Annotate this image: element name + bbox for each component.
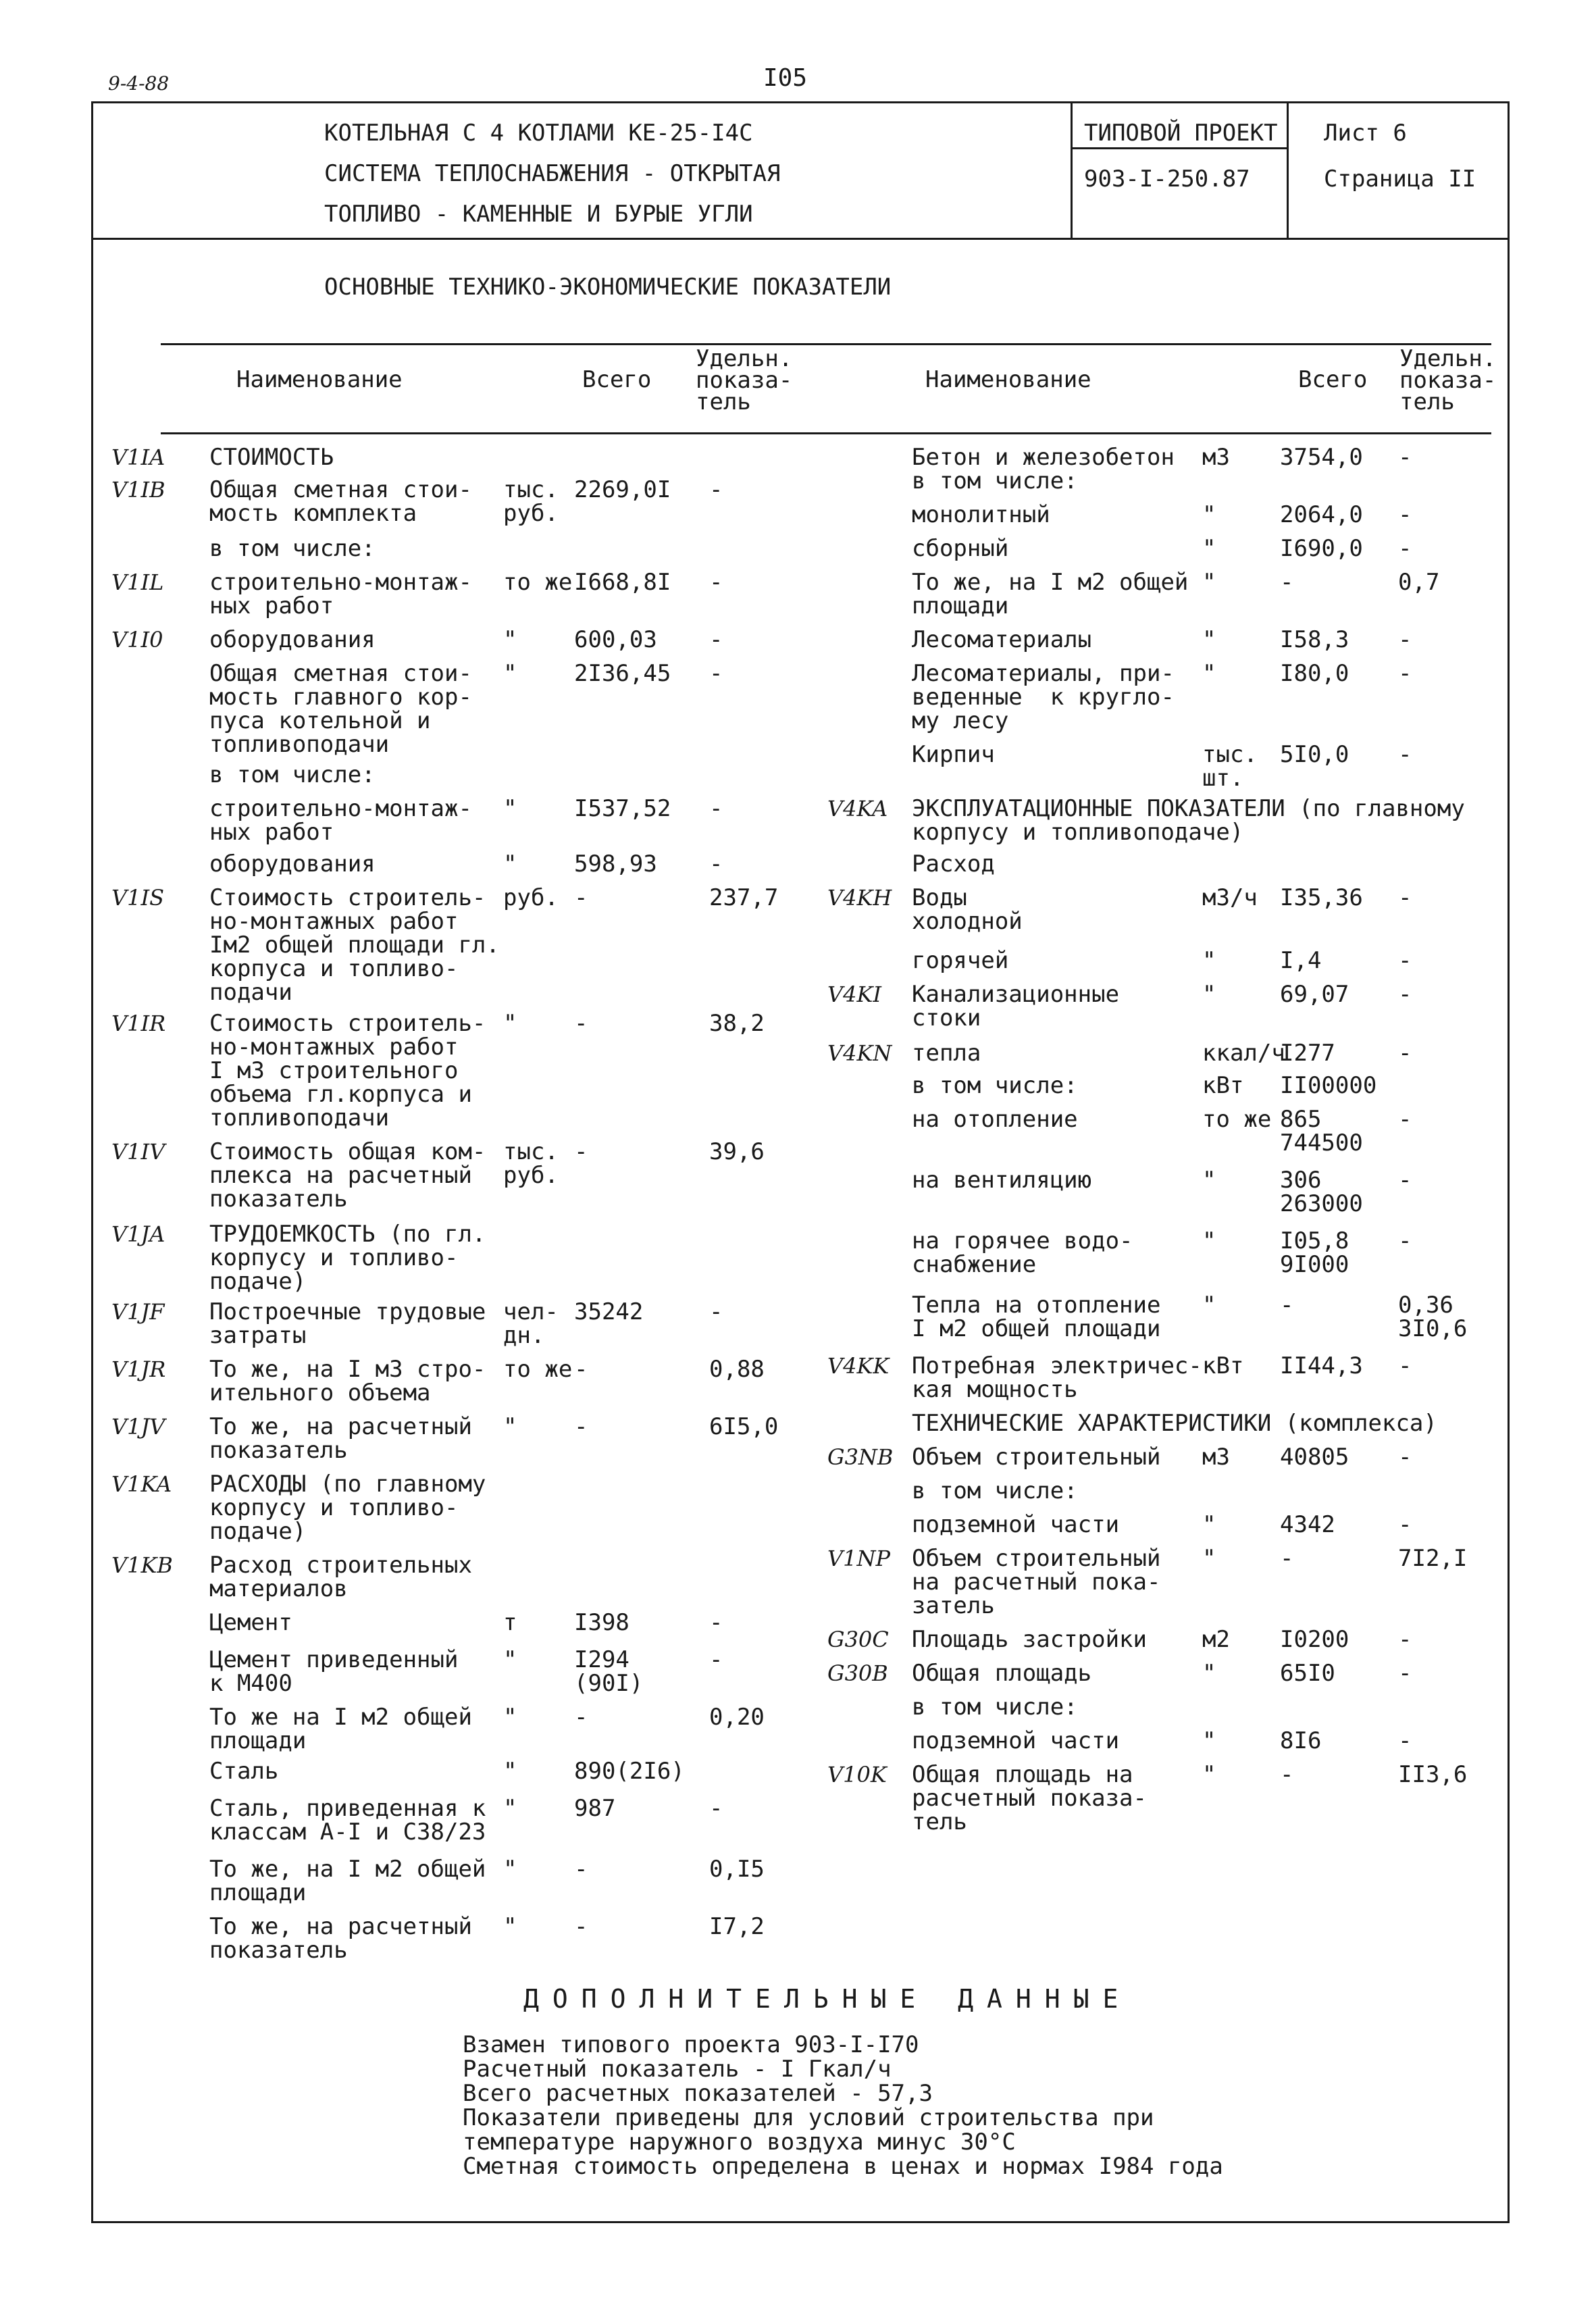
left-row-3-code: V1IL xyxy=(111,569,164,595)
right-row-18-total: II44,3 xyxy=(1280,1352,1363,1379)
left-row-13-unit: чел- дн. xyxy=(503,1298,559,1349)
right-row-20-unit: м3 xyxy=(1202,1444,1230,1471)
left-row-13-total: 35242 xyxy=(574,1298,644,1325)
col-header-specific: Удельн. показа- тель xyxy=(696,345,793,415)
left-row-15-spec: 6I5,0 xyxy=(709,1413,779,1440)
right-row-18-name: Потребная электричес- кая мощность xyxy=(912,1352,1202,1403)
left-row-20-name: То же на I м2 общей площади xyxy=(209,1704,472,1754)
right-row-12-unit: ккал/ч xyxy=(1202,1040,1285,1067)
left-row-1-unit: тыс. руб. xyxy=(503,476,559,527)
left-row-13-name: Построечные трудовые затраты xyxy=(209,1298,486,1349)
left-row-11-name: Стоимость общая ком- плекса на расчетный показатель xyxy=(209,1138,486,1213)
page-number: I05 xyxy=(763,64,808,92)
right-row-12-name: тепла xyxy=(912,1040,981,1067)
title-line-2: СИСТЕМА ТЕПЛОСНАБЖЕНИЯ - ОТКРЫТАЯ xyxy=(324,160,781,187)
right-row-28-code: V10K xyxy=(827,1762,887,1787)
right-row-18-unit: кВт xyxy=(1202,1352,1244,1379)
frame-right xyxy=(1508,101,1510,2222)
right-row-24-spec: - xyxy=(1398,1626,1412,1653)
right-row-18-code: V4KK xyxy=(827,1353,890,1379)
left-row-14-spec: 0,88 xyxy=(709,1356,765,1383)
left-row-12-code: V1JA xyxy=(111,1221,165,1247)
right-row-10-name: горячей xyxy=(912,947,1009,974)
right-row-16-total: I05,8 9I000 xyxy=(1280,1227,1349,1278)
frame-left xyxy=(91,101,93,2222)
right-row-3-total: - xyxy=(1280,569,1294,596)
left-row-24-name: То же, на расчетный показатель xyxy=(209,1913,472,1964)
right-row-20-code: G3NB xyxy=(827,1444,894,1470)
left-row-20-spec: 0,20 xyxy=(709,1704,765,1731)
left-row-5-name: Общая сметная стои- мость главного кор- пуса котельной и топливоподачи xyxy=(209,660,472,758)
left-row-8-total: 598,93 xyxy=(574,850,657,878)
left-row-18-total: I398 xyxy=(574,1609,629,1636)
left-row-10-code: V1IR xyxy=(111,1011,166,1036)
left-row-15-total: - xyxy=(574,1413,588,1440)
additional-line-2: Расчетный показатель - I Гкал/ч xyxy=(463,2056,892,2083)
left-row-24-spec: I7,2 xyxy=(709,1913,765,1940)
left-row-16-name: РАСХОДЫ (по главному корпусу и топливо- подаче) xyxy=(209,1471,486,1545)
right-row-27-spec: - xyxy=(1398,1727,1412,1754)
left-row-7-unit: " xyxy=(503,795,517,822)
right-row-5-unit: " xyxy=(1202,660,1216,687)
left-row-22-name: Сталь, приведенная к классам А-I и С38/23 xyxy=(209,1795,486,1846)
left-row-23-spec: 0,I5 xyxy=(709,1856,765,1883)
left-row-2-name: в том числе: xyxy=(209,535,376,562)
right-row-14-name: на отопление xyxy=(912,1106,1078,1133)
right-row-28-name: Общая площадь на расчетный показа- тель xyxy=(912,1761,1147,1835)
left-row-6-name: в том числе: xyxy=(209,761,376,788)
left-row-4-code: V1I0 xyxy=(111,627,163,653)
left-row-10-spec: 38,2 xyxy=(709,1010,765,1037)
left-row-9-name: Стоимость строитель- но-монтажных работ Iм2 общей площади гл. корпуса и топливо- подачи xyxy=(209,884,500,1006)
right-row-21-name: в том числе: xyxy=(912,1477,1078,1504)
right-row-22-spec: - xyxy=(1398,1511,1412,1538)
left-row-8-spec: - xyxy=(709,850,723,878)
right-row-9-unit: м3/ч xyxy=(1202,884,1258,911)
right-row-5-spec: - xyxy=(1398,660,1412,687)
left-row-17-name: Расход строительных материалов xyxy=(209,1552,472,1602)
table-header-line xyxy=(161,432,1491,434)
right-row-16-unit: " xyxy=(1202,1227,1216,1254)
right-row-5-total: I80,0 xyxy=(1280,660,1349,687)
left-row-10-total: - xyxy=(574,1010,588,1037)
right-row-26-name: в том числе: xyxy=(912,1694,1078,1721)
right-row-0-spec: - xyxy=(1398,444,1412,471)
right-row-0-unit: м3 xyxy=(1202,444,1230,471)
left-row-17-code: V1KB xyxy=(111,1552,173,1578)
right-row-14-unit: то же xyxy=(1202,1106,1272,1133)
left-row-8-unit: " xyxy=(503,850,517,878)
left-row-3-spec: - xyxy=(709,569,723,596)
left-row-18-spec: - xyxy=(709,1609,723,1636)
right-row-28-unit: " xyxy=(1202,1761,1216,1788)
left-row-16-code: V1KA xyxy=(111,1471,172,1497)
frame-bottom xyxy=(91,2221,1510,2223)
right-row-1-total: 2064,0 xyxy=(1280,501,1363,528)
right-row-23-spec: 7I2,I xyxy=(1398,1545,1468,1572)
left-row-13-spec: - xyxy=(709,1298,723,1325)
left-row-7-name: строительно-монтаж- ных работ xyxy=(209,795,472,846)
right-row-13-name: в том числе: xyxy=(912,1072,1078,1099)
right-row-25-spec: - xyxy=(1398,1660,1412,1687)
right-row-11-unit: " xyxy=(1202,981,1216,1008)
left-row-5-spec: - xyxy=(709,660,723,687)
right-row-20-spec: - xyxy=(1398,1444,1412,1471)
left-row-0-code: V1IA xyxy=(111,444,165,470)
right-row-6-total: 5I0,0 xyxy=(1280,741,1349,768)
page-label: Страница II xyxy=(1324,166,1476,193)
right-row-11-total: 69,07 xyxy=(1280,981,1349,1008)
section-title: ОСНОВНЫЕ ТЕХНИКО-ЭКОНОМИЧЕСКИЕ ПОКАЗАТЕЛИ xyxy=(324,274,892,301)
left-row-1-total: 2269,0I xyxy=(574,476,671,503)
left-row-19-total: I294 (90I) xyxy=(574,1646,644,1697)
right-row-24-name: Площадь застройки xyxy=(912,1626,1147,1653)
left-row-24-total: - xyxy=(574,1913,588,1940)
left-row-8-name: оборудования xyxy=(209,850,376,878)
right-row-2-total: I690,0 xyxy=(1280,535,1363,562)
right-row-28-total: - xyxy=(1280,1761,1294,1788)
left-row-14-total: - xyxy=(574,1356,588,1383)
right-row-7-name: ЭКСПЛУАТАЦИОННЫЕ ПОКАЗАТЕЛИ (по главному корпусу и топливоподаче) xyxy=(912,795,1465,846)
right-row-18-spec: - xyxy=(1398,1352,1412,1379)
right-row-20-total: 40805 xyxy=(1280,1444,1349,1471)
left-row-18-unit: т xyxy=(503,1609,517,1636)
right-row-27-unit: " xyxy=(1202,1727,1216,1754)
left-row-11-unit: тыс. руб. xyxy=(503,1138,559,1189)
left-row-9-code: V1IS xyxy=(111,885,165,911)
right-row-14-total: 865 744500 xyxy=(1280,1106,1363,1156)
left-row-7-total: I537,52 xyxy=(574,795,671,822)
right-row-10-unit: " xyxy=(1202,947,1216,974)
right-row-15-name: на вентиляцию xyxy=(912,1167,1092,1194)
right-row-0-total: 3754,0 xyxy=(1280,444,1363,471)
col-header-total: Всего xyxy=(582,366,652,393)
date-stamp: 9-4-88 xyxy=(108,72,170,95)
right-row-9-name: Воды холодной xyxy=(912,884,1023,935)
right-row-12-spec: - xyxy=(1398,1040,1412,1067)
right-row-16-spec: - xyxy=(1398,1227,1412,1254)
col-header-specific-right: Удельн. показа- тель xyxy=(1399,345,1497,415)
col-header-name: Наименование xyxy=(236,366,403,393)
additional-title: ДОПОЛНИТЕЛЬНЫЕ ДАННЫЕ xyxy=(523,1984,1132,2014)
left-row-12-name: ТРУДОЕМКОСТЬ (по гл. корпусу и топливо- подаче) xyxy=(209,1221,486,1295)
right-row-20-name: Объем строительный xyxy=(912,1444,1161,1471)
right-row-6-spec: - xyxy=(1398,741,1412,768)
left-row-4-unit: " xyxy=(503,626,517,653)
left-row-1-code: V1IB xyxy=(111,477,165,503)
left-row-14-name: То же, на I м3 стро- ительного объема xyxy=(209,1356,486,1406)
right-row-7-code: V4KA xyxy=(827,796,888,821)
right-row-24-code: G30C xyxy=(827,1627,889,1652)
left-row-1-spec: - xyxy=(709,476,723,503)
right-row-4-unit: " xyxy=(1202,626,1216,653)
right-row-13-total: II00000 xyxy=(1280,1072,1377,1099)
left-row-24-unit: " xyxy=(503,1913,517,1940)
right-row-12-code: V4KN xyxy=(827,1040,892,1066)
right-row-11-spec: - xyxy=(1398,981,1412,1008)
right-row-1-spec: - xyxy=(1398,501,1412,528)
right-row-23-code: V1NP xyxy=(827,1546,890,1571)
left-row-5-total: 2I36,45 xyxy=(574,660,671,687)
right-row-12-total: I277 xyxy=(1280,1040,1335,1067)
left-row-11-spec: 39,6 xyxy=(709,1138,765,1165)
title-line-3: ТОПЛИВО - КАМЕННЫЕ И БУРЫЕ УГЛИ xyxy=(324,201,753,228)
right-row-15-spec: - xyxy=(1398,1167,1412,1194)
left-row-14-code: V1JR xyxy=(111,1356,166,1382)
title-bottom-line xyxy=(91,238,1510,240)
additional-line-4: Показатели приведены для условий строительства при xyxy=(463,2104,1154,2131)
right-row-25-name: Общая площадь xyxy=(912,1660,1092,1687)
right-row-13-unit: кВт xyxy=(1202,1072,1244,1099)
right-row-27-total: 8I6 xyxy=(1280,1727,1322,1754)
left-row-21-total: 890(2I6) xyxy=(574,1758,685,1785)
left-row-15-name: То же, на расчетный показатель xyxy=(209,1413,472,1464)
right-row-16-name: на горячее водо- снабжение xyxy=(912,1227,1133,1278)
right-row-24-total: I0200 xyxy=(1280,1626,1349,1653)
right-row-6-name: Кирпич xyxy=(912,741,995,768)
right-row-22-total: 4342 xyxy=(1280,1511,1335,1538)
right-row-25-code: G30B xyxy=(827,1660,888,1686)
additional-line-1: Взамен типового проекта 903-I-I70 xyxy=(463,2031,919,2058)
title-line-1: КОТЕЛЬНАЯ С 4 КОТЛАМИ КЕ-25-I4С xyxy=(324,120,753,147)
right-row-14-spec: - xyxy=(1398,1106,1412,1133)
right-row-17-name: Тепла на отопление I м2 общей площади xyxy=(912,1292,1161,1342)
right-row-23-name: Объем строительный на расчетный пока- затель xyxy=(912,1545,1161,1619)
right-row-28-spec: II3,6 xyxy=(1398,1761,1468,1788)
left-row-4-spec: - xyxy=(709,626,723,653)
left-row-19-unit: " xyxy=(503,1646,517,1673)
additional-line-6: Сметная стоимость определена в ценах и нормах I984 года xyxy=(463,2153,1223,2180)
right-row-19-name: ТЕХНИЧЕСКИЕ ХАРАКТЕРИСТИКИ (комплекса) xyxy=(912,1410,1437,1437)
right-row-1-name: монолитный xyxy=(912,501,1050,528)
title-divider-1 xyxy=(1071,101,1073,240)
table-top-line xyxy=(161,343,1491,345)
right-row-22-name: подземной части xyxy=(912,1511,1120,1538)
left-row-21-name: Сталь xyxy=(209,1758,279,1785)
left-row-19-spec: - xyxy=(709,1646,723,1673)
right-row-27-name: подземной части xyxy=(912,1727,1120,1754)
left-row-14-unit: то же xyxy=(503,1356,573,1383)
left-row-9-unit: руб. xyxy=(503,884,559,911)
right-row-23-total: - xyxy=(1280,1545,1294,1572)
col-header-name-right: Наименование xyxy=(925,366,1091,393)
left-row-15-code: V1JV xyxy=(111,1414,165,1440)
left-row-22-total: 987 xyxy=(574,1795,616,1822)
left-row-3-name: строительно-монтаж- ных работ xyxy=(209,569,472,619)
left-row-13-code: V1JF xyxy=(111,1299,165,1325)
right-row-0-name: Бетон и железобетон в том числе: xyxy=(912,444,1175,494)
left-row-4-total: 600,03 xyxy=(574,626,657,653)
right-row-17-unit: " xyxy=(1202,1292,1216,1319)
left-row-23-total: - xyxy=(574,1856,588,1883)
right-row-4-spec: - xyxy=(1398,626,1412,653)
project-number: 903-I-250.87 xyxy=(1084,166,1250,193)
right-row-9-code: V4KH xyxy=(827,885,892,911)
left-row-3-total: I668,8I xyxy=(574,569,671,596)
sheet-label: Лист 6 xyxy=(1324,120,1407,147)
left-row-11-code: V1IV xyxy=(111,1139,165,1165)
right-row-3-spec: 0,7 xyxy=(1398,569,1440,596)
right-row-10-spec: - xyxy=(1398,947,1412,974)
left-row-19-name: Цемент приведенный к М400 xyxy=(209,1646,459,1697)
right-row-3-unit: " xyxy=(1202,569,1216,596)
right-row-17-total: - xyxy=(1280,1292,1294,1319)
right-row-9-total: I35,36 xyxy=(1280,884,1363,911)
additional-line-5: температуре наружного воздуха минус 30°С xyxy=(463,2129,1016,2156)
left-row-9-total: - xyxy=(574,884,588,911)
right-row-15-unit: " xyxy=(1202,1167,1216,1194)
left-row-11-total: - xyxy=(574,1138,588,1165)
right-row-2-name: сборный xyxy=(912,535,1009,562)
left-row-0-name: СТОИМОСТЬ xyxy=(209,444,334,471)
right-row-11-name: Канализационные стоки xyxy=(912,981,1120,1032)
left-row-3-unit: то же xyxy=(503,569,573,596)
right-row-1-unit: " xyxy=(1202,501,1216,528)
title-divider-2 xyxy=(1287,101,1289,240)
left-row-22-unit: " xyxy=(503,1795,517,1822)
right-row-15-total: 306 263000 xyxy=(1280,1167,1363,1217)
right-row-11-code: V4KI xyxy=(827,982,882,1007)
right-row-4-total: I58,3 xyxy=(1280,626,1349,653)
left-row-20-unit: " xyxy=(503,1704,517,1731)
right-row-5-name: Лесоматериалы, при- веденные к кругло- му лесу xyxy=(912,660,1175,734)
title-hline xyxy=(1071,147,1287,149)
left-row-20-total: - xyxy=(574,1704,588,1731)
project-label: ТИПОВОЙ ПРОЕКТ xyxy=(1084,120,1278,147)
right-row-2-unit: " xyxy=(1202,535,1216,562)
left-row-10-name: Стоимость строитель- но-монтажных работ I м3 строительного объема гл.корпуса и топливоподачи xyxy=(209,1010,486,1132)
right-row-2-spec: - xyxy=(1398,535,1412,562)
right-row-10-total: I,4 xyxy=(1280,947,1322,974)
right-row-8-name: Расход xyxy=(912,850,995,878)
frame-top xyxy=(91,101,1510,103)
left-row-18-name: Цемент xyxy=(209,1609,292,1636)
right-row-6-unit: тыс. шт. xyxy=(1202,741,1258,792)
right-row-9-spec: - xyxy=(1398,884,1412,911)
right-row-23-unit: " xyxy=(1202,1545,1216,1572)
left-row-7-spec: - xyxy=(709,795,723,822)
left-row-22-spec: - xyxy=(709,1795,723,1822)
right-row-24-unit: м2 xyxy=(1202,1626,1230,1653)
left-row-4-name: оборудования xyxy=(209,626,376,653)
right-row-17-spec: 0,36 3I0,6 xyxy=(1398,1292,1468,1342)
right-row-3-name: То же, на I м2 общей площади xyxy=(912,569,1189,619)
left-row-21-unit: " xyxy=(503,1758,517,1785)
col-header-total-right: Всего xyxy=(1298,366,1368,393)
right-row-25-total: 65I0 xyxy=(1280,1660,1335,1687)
left-row-23-unit: " xyxy=(503,1856,517,1883)
left-row-9-spec: 237,7 xyxy=(709,884,779,911)
right-row-25-unit: " xyxy=(1202,1660,1216,1687)
left-row-10-unit: " xyxy=(503,1010,517,1037)
left-row-23-name: То же, на I м2 общей площади xyxy=(209,1856,486,1906)
right-row-4-name: Лесоматериалы xyxy=(912,626,1092,653)
left-row-5-unit: " xyxy=(503,660,517,687)
right-row-22-unit: " xyxy=(1202,1511,1216,1538)
additional-line-3: Всего расчетных показателей - 57,3 xyxy=(463,2080,933,2107)
left-row-1-name: Общая сметная стои- мость комплекта xyxy=(209,476,472,527)
left-row-15-unit: " xyxy=(503,1413,517,1440)
